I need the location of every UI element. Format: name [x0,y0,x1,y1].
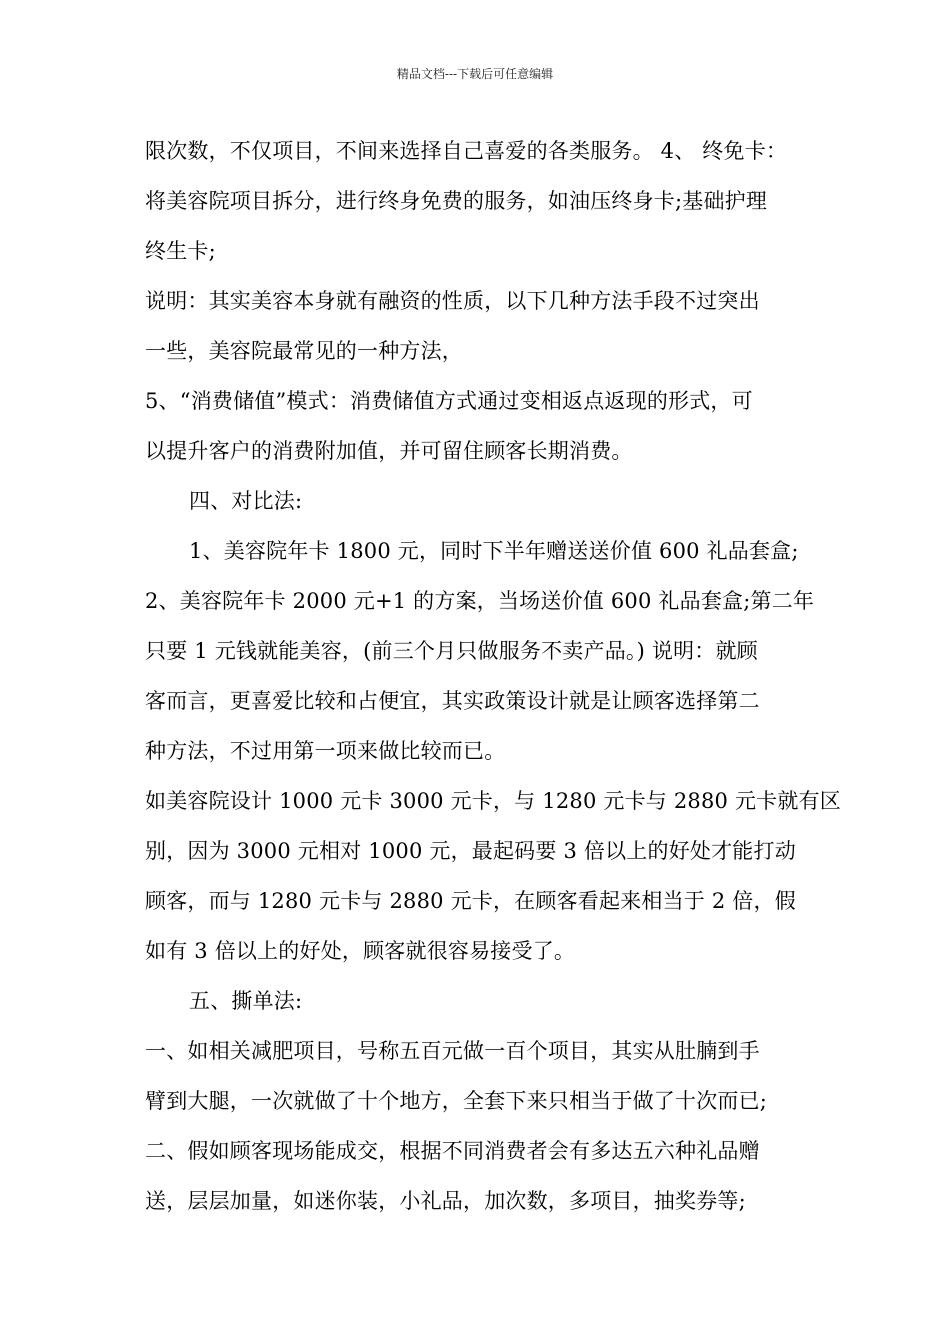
text-line: 说明：其实美容本身就有融资的性质，以下几种方法手段不过突出 [145,289,760,313]
text-line: 一些，美容院最常见的一种方法， [145,339,463,363]
text-line: 二、假如顾客现场能成交，根据不同消费者会有多达五六种礼品赠 [145,1139,760,1163]
text-line: 将美容院项目拆分，进行终身免费的服务，如油压终身卡;基础护理 [145,189,768,213]
text-line: 以提升客户的消费附加值，并可留住顾客长期消费。 [145,439,633,463]
text-line: 只要 1 元钱就能美容，(前三个月只做服务不卖产品。) 说明：就顾 [145,639,758,663]
section-heading: 四、对比法: [189,489,303,513]
text-line: 客而言，更喜爱比较和占便宜，其实政策设计就是让顾客选择第二 [145,689,760,713]
text-line: 别，因为 3000 元相对 1000 元，最起码要 3 倍以上的好处才能打动 [145,839,796,863]
text-line: 限次数，不仅项目，不间来选择自己喜爱的各类服务。 4、 终免卡： [145,139,788,163]
text-line: 顾客，而与 1280 元卡与 2880 元卡，在顾客看起来相当于 2 倍，假 [145,889,796,913]
text-line: 2、美容院年卡 2000 元+1 的方案，当场送价值 600 礼品套盒;第二年 [145,589,815,613]
text-line: 终生卡; [145,239,216,263]
document-body [145,126,841,1226]
text-line: 5、“消费储值”模式：消费储值方式通过变相返点返现的形式，可 [145,389,753,413]
section-heading: 五、撕单法: [189,989,303,1013]
text-line: 一、如相关减肥项目，号称五百元做一百个项目，其实从肚腩到手 [145,1039,760,1063]
text-line: 臂到大腿，一次就做了十个地方，全套下来只相当于做了十次而已; [145,1089,768,1113]
page-header: 精品文档---下载后可任意编辑 [396,67,554,81]
text-line: 如美容院设计 1000 元卡 3000 元卡，与 1280 元卡与 2880 元卡就有区 [145,789,841,813]
text-line: 如有 3 倍以上的好处，顾客就很容易接受了。 [145,939,576,963]
text-line: 种方法，不过用第一项来做比较而已。 [145,739,506,763]
text-line: 送，层层加量，如迷你装，小礼品，加次数，多项目，抽奖券等; [145,1189,746,1213]
text-line: 1、美容院年卡 1800 元，同时下半年赠送送价值 600 礼品套盒; [189,539,799,563]
